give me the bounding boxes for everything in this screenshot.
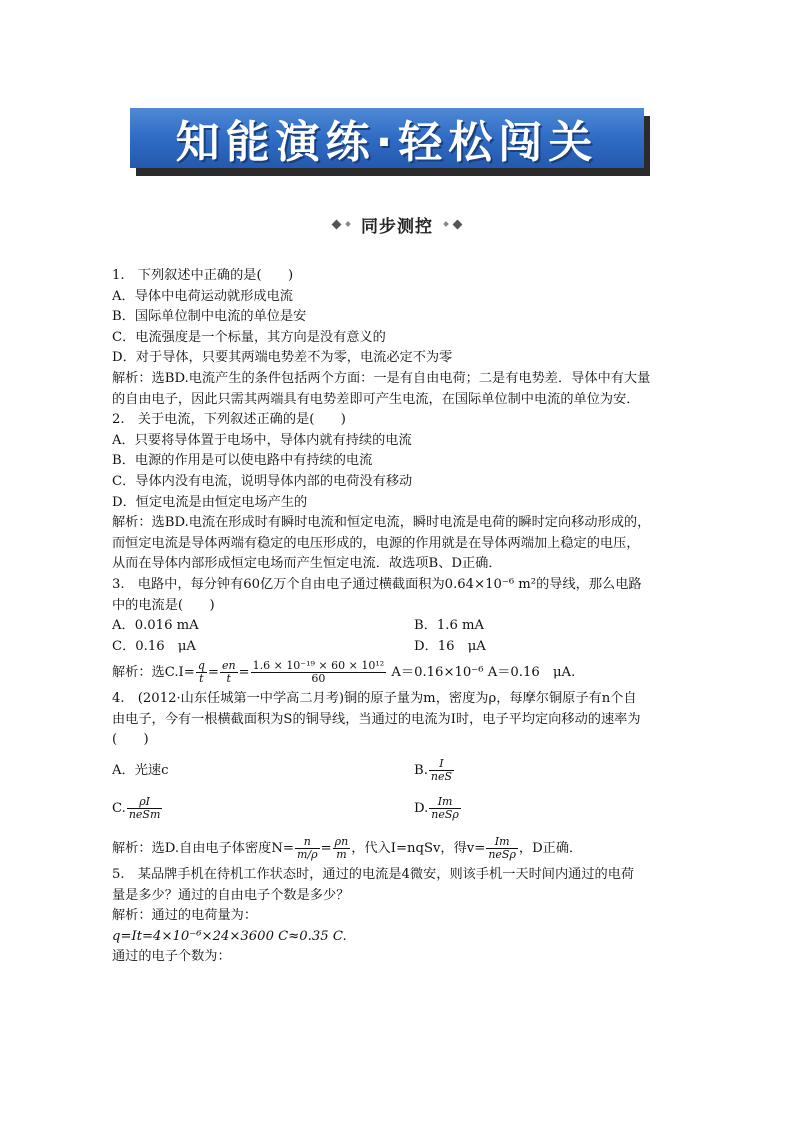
q5-solution-line: q=It=4×10⁻⁶×24×3600 C≈0.35 C. bbox=[112, 928, 347, 944]
numerator: Im bbox=[486, 836, 518, 849]
exercise-content bbox=[112, 266, 684, 968]
q2-option-a: A．只要将导体置于电场中，导体内就有持续的电流 bbox=[112, 432, 412, 448]
banner-title: 知能演练·轻松闯关 bbox=[175, 117, 599, 168]
equals-sign: = bbox=[238, 665, 250, 681]
option-label: C. bbox=[112, 801, 126, 817]
q3-options-row bbox=[112, 637, 684, 658]
q5-solution-line: 通过的电子个数为： bbox=[112, 949, 231, 965]
denominator: neSm bbox=[128, 808, 161, 822]
q1-solution-line: 的自由电子，因此只需其两端具有电势差即可产生电流，在国际单位制中电流的单位为安． bbox=[112, 391, 640, 407]
q4-solution-text: ，D正确． bbox=[518, 841, 583, 857]
fraction bbox=[196, 660, 207, 685]
numerator: ρI bbox=[127, 796, 163, 809]
numerator: ρn bbox=[334, 835, 349, 849]
option-label: D. bbox=[414, 801, 429, 817]
denominator: neSρ bbox=[488, 848, 516, 862]
q5-stem-cont: 量是多少？通过的自由电子个数是多少？ bbox=[112, 887, 350, 903]
q4-solution-text: 解析：选D.自由电子体密度N= bbox=[112, 841, 294, 857]
fraction bbox=[333, 836, 351, 861]
q4-option-d bbox=[414, 793, 462, 825]
q4-options-row bbox=[112, 755, 684, 787]
denominator: neS bbox=[430, 770, 453, 784]
numerator: q bbox=[197, 659, 205, 673]
q1-stem: 1. 下列叙述中正确的是( ) bbox=[112, 268, 294, 283]
equals-sign: = bbox=[320, 841, 332, 857]
q1-option-c: C．电流强度是一个标量，其方向是没有意义的 bbox=[112, 329, 386, 345]
q3-options-row bbox=[112, 616, 684, 637]
q3-solution-prefix: 解析：选C.I= bbox=[112, 665, 195, 681]
fraction bbox=[429, 796, 461, 821]
q2-solution-line: 而恒定电流是导体两端有稳定的电压形成的，电源的作用就是在导体两端加上稳定的电压， bbox=[112, 535, 640, 551]
q2-stem: 2. 关于电流，下列叙述正确的是( ) bbox=[112, 412, 346, 428]
numerator: I bbox=[429, 758, 454, 771]
q2-option-b: B．电源的作用是可以使电路中有持续的电流 bbox=[112, 453, 373, 469]
denominator: neSρ bbox=[431, 808, 459, 822]
q2-solution-line: 从而在导体内部形成恒定电场而产生恒定电流．故选项B、D正确． bbox=[112, 556, 502, 572]
q4-option-c bbox=[112, 793, 414, 825]
q4-solution bbox=[112, 833, 684, 865]
q4-stem-cont: ( ) bbox=[112, 732, 149, 748]
q4-option-b bbox=[414, 755, 455, 787]
denominator: 60 bbox=[311, 672, 326, 686]
q5-solution-line: 解析：通过的电荷量为： bbox=[112, 908, 258, 924]
q3-option-b: B．1.6 mA bbox=[414, 618, 485, 634]
diamond-icon bbox=[453, 219, 463, 229]
q3-stem-cont: 中的电流是( ) bbox=[112, 597, 215, 613]
denominator: t bbox=[226, 672, 231, 686]
numerator: 1.6 × 10⁻¹⁹ × 60 × 10¹² bbox=[252, 659, 385, 673]
q4-stem: 4. (2012·山东任城第一中学高二月考)铜的原子量为m，密度为ρ，每摩尔铜原子有n个自 bbox=[112, 691, 637, 707]
q1-option-b: B．国际单位制中电流的单位是安 bbox=[112, 309, 307, 325]
diamond-icon bbox=[443, 221, 449, 227]
denominator: m bbox=[336, 848, 347, 862]
fraction bbox=[127, 796, 163, 821]
section-title: 同步测控 bbox=[361, 216, 433, 237]
q3-option-c: C．0.16 μA bbox=[112, 638, 196, 654]
q4-option-a: A．光速c bbox=[112, 763, 169, 779]
numerator: Im bbox=[429, 796, 461, 809]
fraction bbox=[429, 758, 454, 783]
denominator: t bbox=[199, 672, 204, 686]
banner-box bbox=[130, 108, 644, 168]
q4-stem-cont: 由电子，今有一根横截面积为S的铜导线，当通过的电流为I时，电子平均定向移动的速率为 bbox=[112, 711, 641, 727]
option-label: B. bbox=[414, 763, 428, 779]
section-heading bbox=[300, 212, 494, 236]
numerator: n bbox=[295, 836, 320, 849]
q3-option-d: D．16 μA bbox=[414, 638, 486, 654]
denominator: m/ρ bbox=[296, 848, 318, 862]
q2-option-d: D．恒定电流是由恒定电场产生的 bbox=[112, 494, 308, 510]
q1-option-a: A．导体中电荷运动就形成电流 bbox=[112, 288, 293, 304]
q5-stem: 5. 某品牌手机在待机工作状态时，通过的电流是4微安，则该手机一天时间内通过的电荷 bbox=[112, 867, 635, 883]
q1-solution-line: 解析：选BD.电流产生的条件包括两个方面：一是有自由电荷；二是有电势差．导体中有大量 bbox=[112, 370, 651, 386]
q2-solution-line: 解析：选BD.电流在形成时有瞬时电流和恒定电流，瞬时电流是电荷的瞬时定向移动形成的， bbox=[112, 515, 651, 531]
fraction bbox=[251, 660, 387, 685]
fraction bbox=[220, 660, 238, 685]
fraction bbox=[295, 836, 320, 861]
numerator: en bbox=[221, 659, 236, 673]
q2-option-c: C．导体内没有电流，说明导体内部的电荷没有移动 bbox=[112, 473, 413, 489]
q4-solution-text: ，代入I=nqSv，得v= bbox=[351, 841, 486, 857]
fraction bbox=[486, 836, 518, 861]
q1-option-d: D．对于导体，只要其两端电势差不为零，电流必定不为零 bbox=[112, 350, 453, 366]
q3-option-a: A．0.016 mA bbox=[112, 618, 199, 634]
q3-solution-suffix: A＝0.16×10⁻⁶ A＝0.16 μA. bbox=[387, 665, 576, 681]
diamond-icon bbox=[332, 219, 342, 229]
q3-solution bbox=[112, 657, 684, 689]
q4-options-row bbox=[112, 793, 684, 825]
diamond-icon bbox=[345, 221, 351, 227]
q3-stem: 3. 电路中，每分钟有60亿万个自由电子通过横截面积为0.64×10⁻⁶ m²的导线，那么电路 bbox=[112, 576, 642, 592]
banner bbox=[130, 108, 650, 176]
equals-sign: = bbox=[207, 665, 219, 681]
